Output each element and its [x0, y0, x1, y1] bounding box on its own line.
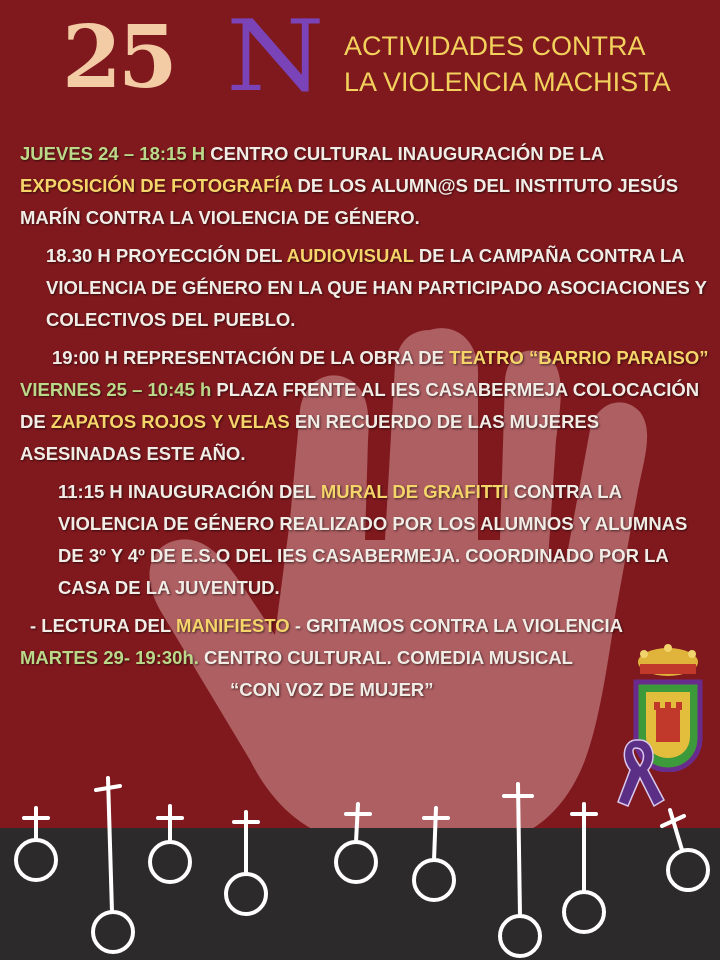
page-title — [344, 28, 671, 100]
event-7-date: MARTES 29- 19:30h. — [20, 647, 199, 668]
event-5-highlight: MURAL DE GRAFITTI — [320, 481, 509, 502]
title-line-2: LA VIOLENCIA MACHISTA — [344, 67, 671, 97]
title-line-1: ACTIVIDADES CONTRA — [344, 31, 646, 61]
event-1-text-a: CENTRO CULTURAL INAUGURACIÓN DE LA — [205, 143, 604, 164]
venus-cross-icon — [564, 804, 604, 932]
event-list — [20, 138, 710, 706]
event-6 — [20, 610, 710, 642]
event-4-date: VIERNES 25 – 10:45 h — [20, 379, 212, 400]
event-2 — [20, 240, 710, 336]
event-3-text-a: 19:00 H REPRESENTACIÓN DE LA OBRA DE — [52, 347, 450, 368]
event-4-text-b: EN RECUERDO DE LAS MUJERES ASESINADAS ESTE AÑO. — [20, 411, 600, 464]
event-4-text-a: PLAZA FRENTE AL IES CASABERMEJA COLOCACIÓN DE — [20, 379, 700, 432]
event-2-text-a: 18.30 H PROYECCIÓN DEL — [46, 245, 287, 266]
venus-cross-icon — [336, 804, 376, 882]
event-5-text-b: CONTRA LA VIOLENCIA DE GÉNERO REALIZADO POR LOS ALUMNOS Y ALUMNAS DE 3º Y 4º DE E.S.O DEL IES CASABERMEJA. COORDINADO POR LA CASA DE LA JUVENTUD. — [58, 481, 688, 598]
venus-cross-icon — [226, 812, 266, 914]
event-1 — [20, 138, 710, 234]
event-7-text-a: CENTRO CULTURAL. COMEDIA MUSICAL — [198, 647, 573, 668]
event-4 — [20, 374, 710, 470]
logo-n: N — [226, 0, 325, 114]
event-6-highlight: MANIFIESTO — [175, 615, 290, 636]
venus-crosses — [0, 760, 720, 960]
event-2-highlight: AUDIOVISUAL — [286, 245, 414, 266]
event-5 — [20, 476, 710, 604]
event-3-highlight: TEATRO “BARRIO PARAISO” — [449, 347, 709, 368]
header — [0, 0, 720, 120]
event-2-text-b: DE LA CAMPAÑA CONTRA LA VIOLENCIA DE GÉNERO EN LA QUE HAN PARTICIPADO ASOCIACIONES Y COLECTIVOS DEL PUEBLO. — [46, 245, 707, 330]
event-1-date: JUEVES 24 – 18:15 H — [20, 143, 206, 164]
event-7 — [20, 642, 710, 674]
venus-cross-icon — [93, 778, 133, 952]
event-4-highlight: ZAPATOS ROJOS Y VELAS — [50, 411, 290, 432]
event-1-highlight: EXPOSICIÓN DE FOTOGRAFÍA — [20, 175, 293, 196]
venus-cross-icon — [414, 808, 454, 900]
venus-cross-icon — [150, 806, 190, 882]
logo-25: 25 — [62, 7, 174, 108]
event-3 — [20, 342, 710, 374]
event-5-text-a: 11:15 H INAUGURACIÓN DEL — [58, 481, 321, 502]
event-6-text-a: - LECTURA DEL — [30, 615, 176, 636]
venus-cross-icon — [500, 784, 540, 956]
venus-cross-icon — [16, 808, 56, 880]
event-6-text-b: - GRITAMOS CONTRA LA VIOLENCIA — [289, 615, 624, 636]
event-1-text-b: DE LOS ALUMN@S DEL INSTITUTO JESÚS MARÍN CONTRA LA VIOLENCIA DE GÉNERO. — [20, 175, 679, 228]
venus-cross-icon — [662, 810, 708, 890]
event-7-title: “CON VOZ DE MUJER” — [230, 679, 434, 700]
